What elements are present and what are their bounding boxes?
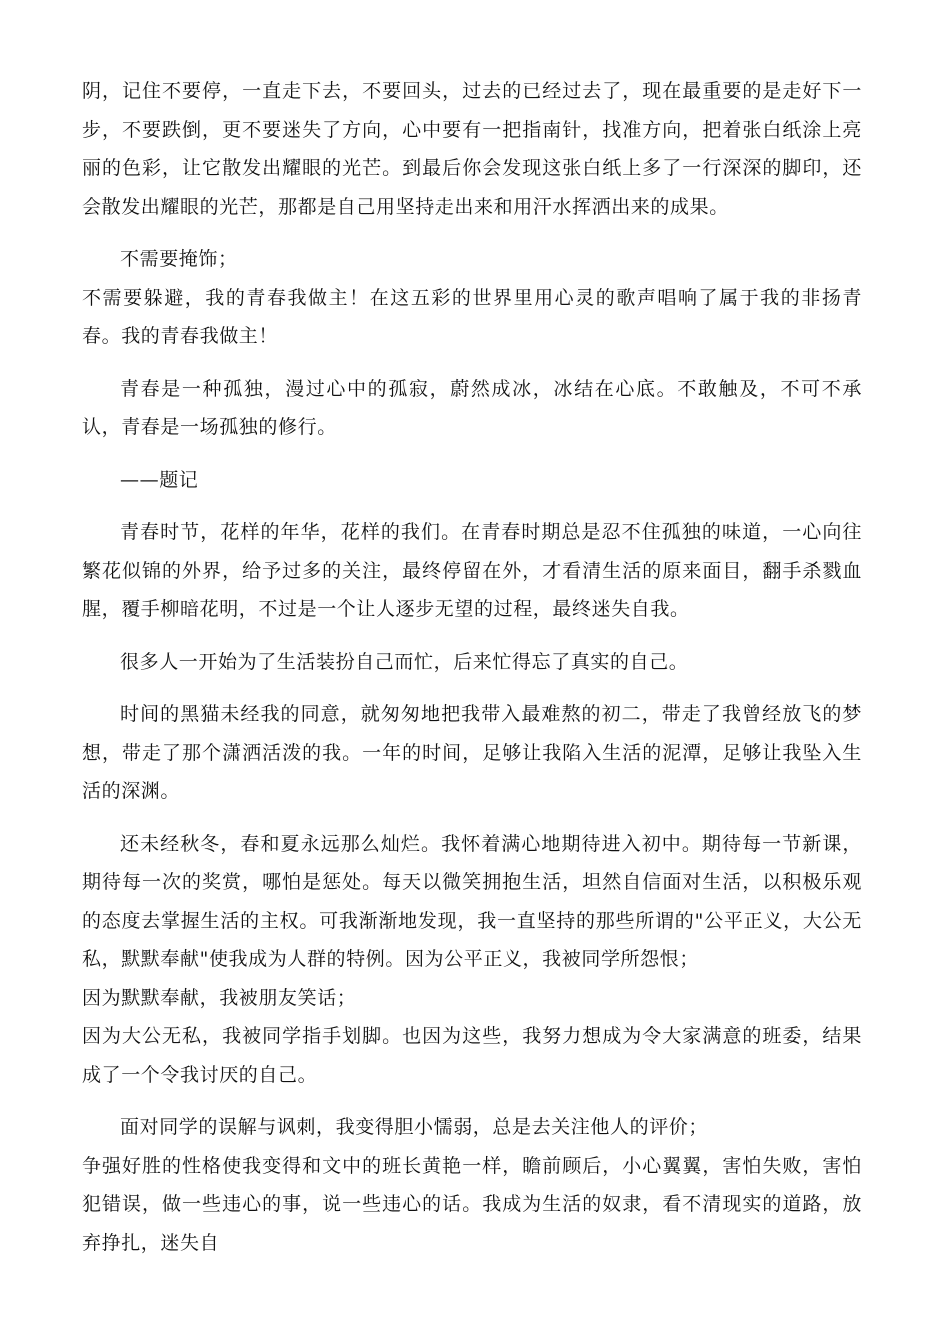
paragraph-11: 面对同学的误解与讽刺，我变得胆小懦弱，总是去关注他人的评价； <box>120 1116 709 1138</box>
paragraph-8: 还未经秋冬，春和夏永远那么灿烂。我怀着满心地期待进入初中。期待每一节新课，期待每一次的奖赏，哪怕是惩处。每天以微笑拥抱生活，坦然自信面对生活，以积极乐观的态度去掌握生活的主权。可我渐渐地发现，我一直坚持的那些所谓的"公平正义，大公无私，默默奉献"使我成为人群的特例。因为公平正义，我被同学所怨恨； <box>82 832 862 970</box>
paragraph-6: 很多人一开始为了生活装扮自己而忙，后来忙得忘了真实的自己。 <box>120 650 689 673</box>
paragraph-10: 因为大公无私，我被同学指手划脚。也因为这些，我努力想成为令大家满意的班委，结果成了一个令我讨厌的自己。 <box>82 1025 862 1086</box>
paragraph-7: 时间的黑猫未经我的同意，就匆匆地把我带入最难熬的初二，带走了我曾经放飞的梦想，带走了那个潇洒活泼的我。一年的时间，足够让我陷入生活的泥潭，足够让我坠入生活的深渊。 <box>82 703 862 802</box>
paragraph-2: 不需要掩饰； <box>120 248 238 270</box>
paragraph-3: 不需要躲避，我的青春我做主！在这五彩的世界里用心灵的歌声唱响了属于我的非扬青春。我的青春我做主！ <box>82 286 862 347</box>
document-page <box>82 72 862 1276</box>
paragraph-5: 青春时节，花样的年华，花样的我们。在青春时期总是忍不住孤独的味道，一心向往繁花似锦的外界，给予过多的关注，最终停留在外，才看清生活的原来面目，翻手杀戮血腥，覆手柳暗花明，不过是一个让人逐步无望的过程，最终迷失自我。 <box>82 521 862 620</box>
paragraph-4: 青春是一种孤独，漫过心中的孤寂，蔚然成冰，冰结在心底。不敢触及，不可不承认，青春是一场孤独的修行。 <box>82 377 862 438</box>
epigraph-attribution: ——题记 <box>120 468 199 491</box>
paragraph-12: 争强好胜的性格使我变得和文中的班长黄艳一样，瞻前顾后，小心翼翼，害怕失败，害怕犯错误，做一些违心的事，说一些违心的话。我成为生活的奴隶，看不清现实的道路，放弃挣扎，迷失自 <box>82 1154 862 1254</box>
paragraph-9: 因为默默奉献，我被朋友笑话； <box>82 986 357 1009</box>
paragraph-1: 阴，记住不要停，一直走下去，不要回头，过去的已经过去了，现在最重要的是走好下一步，不要跌倒，更不要迷失了方向，心中要有一把指南针，找准方向，把着张白纸涂上亮丽的色彩，让它散发出耀眼的光芒。到最后你会发现这张白纸上多了一行深深的脚印，还会散发出耀眼的光芒，那都是自己用坚持走出来和用汗水挥洒出来的成果。 <box>82 80 862 218</box>
